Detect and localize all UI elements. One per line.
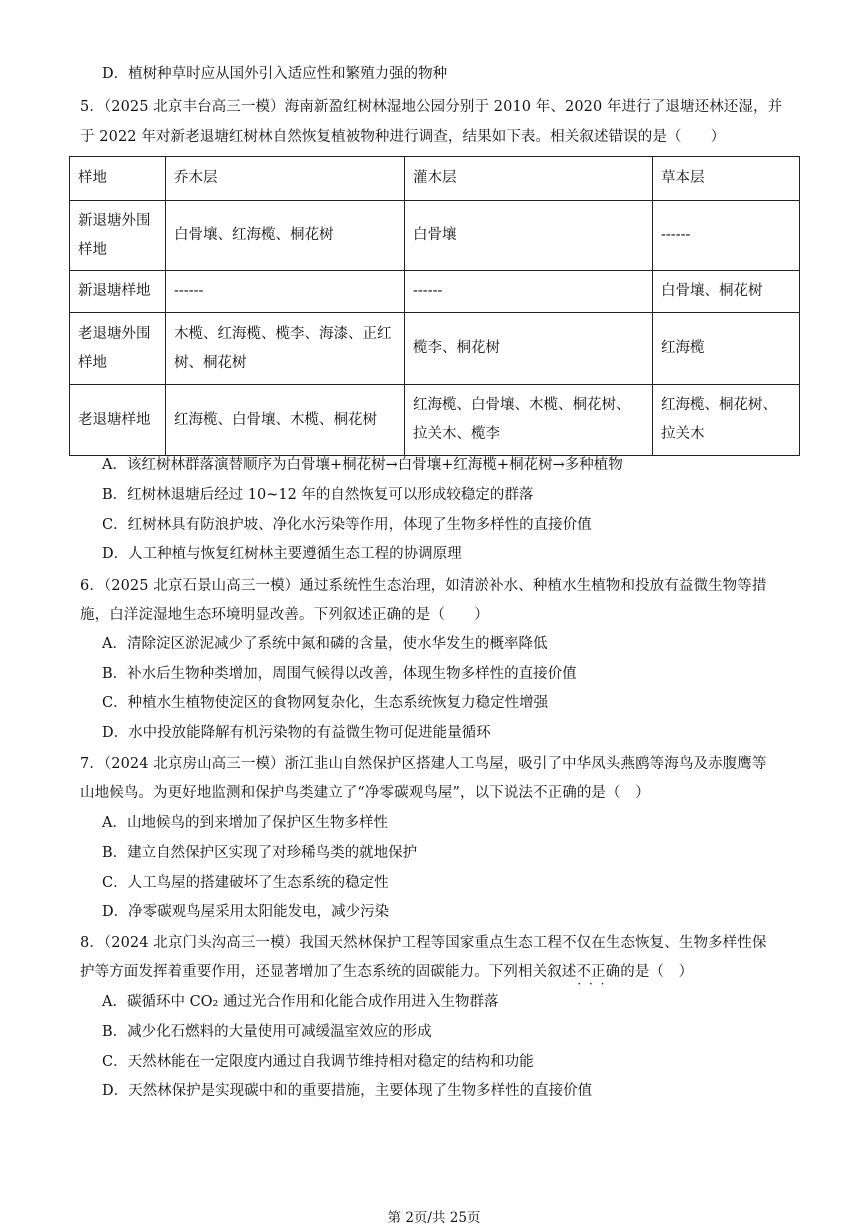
q7-option-d: D．净零碳观鸟屋采用太阳能发电，减少污染 [102, 904, 390, 920]
q7-stem-line1: 7．（2024 北京房山高三一模）浙江韭山自然保护区搭建人工鸟屋，吸引了中华凤头燕鸥等海鸟及赤腹鹰等 [80, 756, 767, 772]
q8-stem-text-end: 的是（ ） [620, 964, 694, 980]
q7-option-c: C．人工鸟屋的搭建破坏了生态系统的稳定性 [102, 875, 389, 891]
table-cell: ------ [166, 271, 405, 313]
q8-option-a: A．碳循环中 CO₂ 通过光合作用和化能合成作用进入生物群落 [102, 994, 499, 1010]
q6-option-a: A．清除淀区淤泥减少了系统中氮和磷的含量，使水华发生的概率降低 [102, 636, 548, 652]
q8-stem-line1: 8．（2024 北京门头沟高三一模）我国天然林保护工程等国家重点生态工程不仅在生态恢复、生物多样性保 [80, 935, 767, 951]
table-cell: 老退塘样地 [70, 385, 166, 456]
table-row [70, 201, 800, 271]
q6-stem-line1: 6．（2025 北京石景山高三一模）通过系统性生态治理，如清淤补水、种植水生植物和投放有益微生物等措 [80, 578, 767, 594]
q6-option-c: C．种植水生植物使淀区的食物网复杂化，生态系统恢复力稳定性增强 [102, 695, 549, 711]
table-header-cell: 草本层 [653, 157, 800, 201]
q8-option-c: C．天然林能在一定限度内通过自我调节维持相对稳定的结构和功能 [102, 1054, 534, 1070]
table-cell: 新退塘外围样地 [70, 201, 166, 271]
table-cell: 新退塘样地 [70, 271, 166, 313]
prev-question-option-d: D．植树种草时应从国外引入适应性和繁殖力强的物种 [102, 66, 448, 82]
table-cell: 木榄、红海榄、榄李、海漆、正红树、桐花树 [166, 313, 405, 385]
q5-option-b: B．红树林退塘后经过 10~12 年的自然恢复可以形成较稳定的群落 [102, 487, 534, 503]
table-cell: ------ [653, 201, 800, 271]
q5-survey-table [69, 156, 800, 456]
q6-option-d: D．水中投放能降解有机污染物的有益微生物可促进能量循环 [102, 725, 491, 741]
table-header-row [70, 157, 800, 201]
table-header-cell: 乔木层 [166, 157, 405, 201]
emphasis-dotted-text: 不正确 · · · [576, 962, 620, 982]
q5-option-d: D．人工种植与恢复红树林主要遵循生态工程的协调原理 [102, 546, 462, 562]
table-cell: 老退塘外围样地 [70, 313, 166, 385]
table-row [70, 313, 800, 385]
table-cell: 红海榄、白骨壤、木榄、桐花树 [166, 385, 405, 456]
table-cell: 红海榄 [653, 313, 800, 385]
q5-option-c: C．红树林具有防浪护坡、净化水污染等作用，体现了生物多样性的直接价值 [102, 517, 592, 533]
q8-stem-line2 [80, 962, 800, 982]
q7-option-b: B．建立自然保护区实现了对珍稀鸟类的就地保护 [102, 845, 418, 861]
table-header-cell: 样地 [70, 157, 166, 201]
table-row [70, 271, 800, 313]
q8-stem-text: 护等方面发挥着重要作用，还显著增加了生态系统的固碳能力。下列相关叙述 [80, 964, 577, 980]
table-cell: 白骨壤 [405, 201, 653, 271]
table-cell: 榄李、桐花树 [405, 313, 653, 385]
q8-option-d: D．天然林保护是实现碳中和的重要措施，主要体现了生物多样性的直接价值 [102, 1083, 593, 1099]
q5-option-a: A．该红树林群落演替顺序为白骨壤+桐花树→白骨壤+红海榄+桐花树→多种植物 [102, 457, 623, 473]
q8-option-b: B．减少化石燃料的大量使用可减缓温室效应的形成 [102, 1024, 432, 1040]
table-cell: 白骨壤、红海榄、桐花树 [166, 201, 405, 271]
table-header-cell: 灌木层 [405, 157, 653, 201]
q7-stem-line2: 山地候鸟。为更好地监测和保护鸟类建立了“净零碳观鸟屋”，以下说法不正确的是（ ） [80, 785, 650, 801]
table-cell: 红海榄、桐花树、拉关木 [653, 385, 800, 456]
q6-stem-line2: 施，白洋淀湿地生态环境明显改善。下列叙述正确的是（ ） [80, 607, 489, 623]
q5-stem-line1: 5．（2025 北京丰台高三一模）海南新盈红树林湿地公园分别于 2010 年、2020 年进行了退塘还林还湿，并 [80, 99, 783, 115]
table-cell: ------ [405, 271, 653, 313]
q7-option-a: A．山地候鸟的到来增加了保护区生物多样性 [102, 815, 388, 831]
q6-option-b: B．补水后生物种类增加，周围气候得以改善，体现生物多样性的直接价值 [102, 666, 577, 682]
page-footer: 第 2页/共 25页 [387, 1210, 481, 1226]
table-cell: 白骨壤、桐花树 [653, 271, 800, 313]
q5-stem-line2: 于 2022 年对新老退塘红树林自然恢复植被物种进行调查，结果如下表。相关叙述错误的是（ ） [80, 129, 726, 145]
table-cell: 红海榄、白骨壤、木榄、桐花树、拉关木、榄李 [405, 385, 653, 456]
table-row [70, 385, 800, 456]
